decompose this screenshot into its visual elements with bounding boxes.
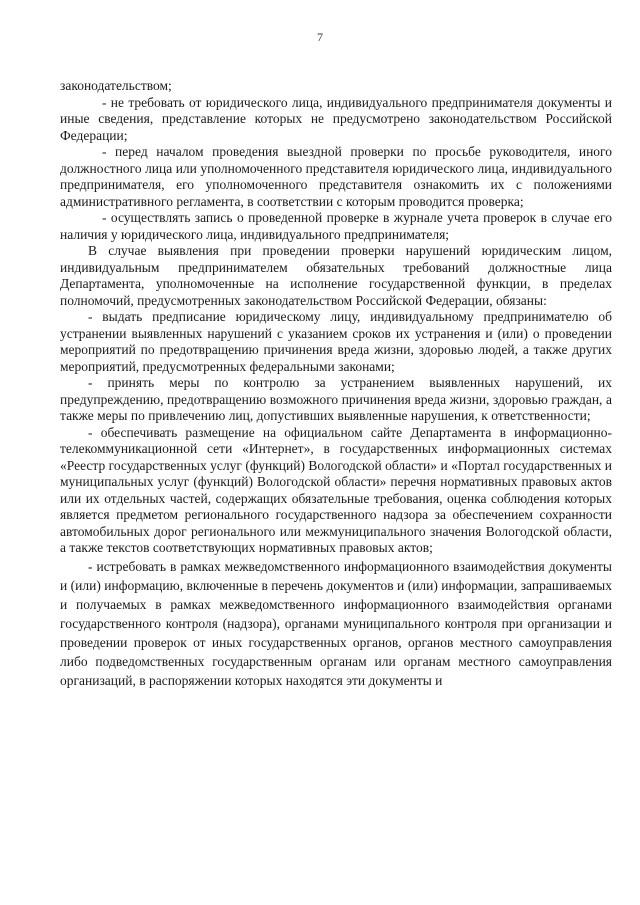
list-item-publish-acts: - обеспечивать размещение на официальном сайте Департамента в информационно-телекоммуникационной сети «Интернет», в государственных информационных системах «Реестр государственных услуг (функций) Вологодской области» и «Портал государственных и муниципальных услуг (функций) Вологодской области» перечня нормативных правовых актов или их отдельных частей, содержащих обязательные требования, оценка соблюдения которых является предметом регионального государственного надзора за обеспечением сохранности автомобильных дорог регионального или межмуниципального значения Вологодской области, а также текстов соответствующих нормативных правовых актов;	[60, 424, 612, 555]
list-item-no-extra-documents: - не требовать от юридического лица, индивидуального предпринимателя документы и иные сведения, представление которых не предусмотрено законодательством Российской Федерации;	[60, 94, 612, 143]
paragraph-continuation: законодательством;	[60, 78, 172, 93]
list-item-request-information: - истребовать в рамках межведомственного информационного взаимодействия документы и (или) информацию, включенные в перечень документов и (или) информации, запрашиваемых и получаемых в рамках межведомственного информационного взаимодействия органами государственного контроля (надзора), органами муниципального контроля при организации и проведении проверок от иных государственных органов, органов местного самоуправления либо подведомственных государственным органам или органам местного самоуправления организаций, в распоряжении которых находятся эти документы и	[60, 558, 612, 688]
list-item-issue-order: - выдать предписание юридическому лицу, индивидуальному предпринимателю об устранении выявленных нарушений с указанием сроков их устранения и (или) о проведении мероприятий по предотвращению причинения вреда жизни, здоровью людей, а также других мероприятий, предусмотренных федеральными законами;	[60, 309, 612, 374]
list-item-control-measures: - принять меры по контролю за устранением выявленных нарушений, их предупреждению, предотвращению возможного причинения вреда жизни, здоровью граждан, а также меры по привлечению лиц, допустивших выявленные нарушения, к ответственности;	[60, 375, 612, 423]
list-item-inspection-log: - осуществлять запись о проведенной проверке в журнале учета проверок в случае его наличия у юридического лица, индивидуального предпринимателя;	[60, 210, 612, 242]
list-item-familiarize-regulation: - перед началом проведения выездной проверки по просьбе руководителя, иного должностного лица или уполномоченного представителя юридического лица, индивидуального предпринимателя, его уполномоченного представителя ознакомить их с положениями административного регламента, в соответствии с которым проводится проверка;	[60, 144, 612, 209]
page-number: 7	[317, 30, 323, 44]
paragraph-violations-detected: В случае выявления при проведении проверки нарушений юридическим лицом, индивидуальным предпринимателем обязательных требований должностные лица Департамента, уполномоченные на исполнение государственной функции, в пределах полномочий, предусмотренных законодательством Российской Федерации, обязаны:	[60, 243, 612, 308]
document-body	[60, 78, 612, 690]
